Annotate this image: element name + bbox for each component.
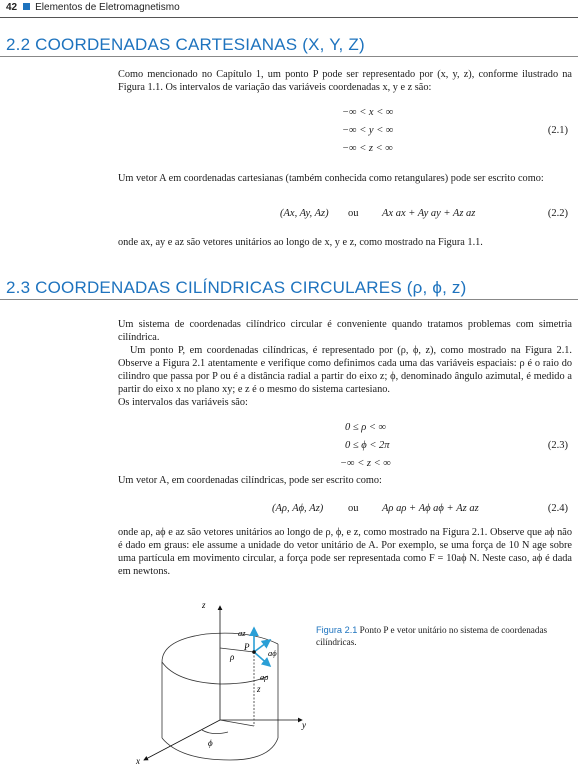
equation-left: (Aρ, Aϕ, Az) [272,503,324,514]
y-axis-label: y [302,720,306,730]
figure-caption-text: Ponto P e vetor unitário no sistema de coordenadas cilíndricas. [316,625,548,647]
equation-line: −∞ < y < ∞ [342,125,394,136]
paragraph: Um ponto P, em coordenadas cilíndricas, é representado por (ρ, ϕ, z), como mostrado na Figura 2.1. Observe a Figura 2.1 atentamente e verifique como definimos cada uma das variáveis espaciais: ρ é o raio do cilindro que passa por P ou é a distância radial a partir do eixo z; ϕ, denominado ângulo azimutal, é medido a partir do eixo x no plano xy; e z é o mesmo do sistema cartesiano. [118,345,572,395]
page-number: 42 [6,2,18,13]
x-axis-label: x [136,756,140,766]
rho-label: ρ [230,652,235,662]
paragraph: Os intervalos das variáveis são: [118,397,248,408]
figure-caption [316,624,556,648]
equation-line: 0 ≤ ρ < ∞ [345,422,387,433]
equation-line: −∞ < z < ∞ [340,458,391,469]
equation-line: −∞ < z < ∞ [342,143,393,154]
book-title: Elementos de Eletromagnetismo [35,2,180,13]
point-label: P [244,642,250,652]
section-rule [0,56,578,57]
paragraph: onde aρ, aϕ e az são vetores unitários ao longo de ρ, ϕ, e z, como mostrado na Figura 2.1. Observe que aϕ não é dado em graus: ele assume a unidade do vetor unitário de A. Por exemplo, se uma força de 10 N age sobre uma partícula em movimento circular, a força pode ser representada como F = 10aϕ N. Neste caso, aϕ é dada em newtons. [118,527,572,577]
header-rule [0,17,578,18]
equation-left: (Ax, Ay, Az) [280,208,329,219]
figure-label: Figura 2.1 [316,625,358,635]
equation-ou: ou [348,208,359,219]
paragraph: Como mencionado no Capítulo 1, um ponto P pode ser representado por (x, y, z), conforme ilustrado na Figura 1.1. Os intervalos de variação das variáveis coordenadas x, y e z são: [118,69,572,93]
point-p [252,650,256,654]
equation-right: Ax ax + Ay ay + Az az [382,208,476,219]
equation-number: (2.2) [547,208,568,219]
equation-line: 0 ≤ ϕ < 2π [345,440,390,451]
cylinder-top-front-edge [162,662,268,684]
equation-number: (2.4) [547,503,568,514]
section-title-2-3: 2.3 COORDENADAS CILÍNDRICAS CIRCULARES (ρ, ϕ, z) [6,278,467,297]
z-height-label: z [257,684,261,694]
cylindrical-coordinates-figure [120,600,320,767]
running-header [6,2,180,13]
phi-label: ϕ [208,738,213,748]
section-rule [0,299,578,300]
equation-line: −∞ < x < ∞ [342,107,394,118]
paragraph: Um vetor A, em coordenadas cilíndricas, pode ser escrito como: [118,475,382,486]
paragraph: Um vetor A em coordenadas cartesianas (também conhecida como retangulares) pode ser escrito como: [118,173,544,184]
section-title-2-2: 2.2 COORDENADAS CARTESIANAS (X, Y, Z) [6,35,365,54]
equation-right: Aρ aρ + Aϕ aϕ + Az az [382,503,479,514]
a-rho-label: aρ [260,672,269,682]
a-z-label: az [238,628,246,638]
equation-number: (2.1) [547,125,568,136]
equation-ou: ou [348,503,359,514]
square-bullet-icon [23,3,30,10]
a-phi-label: aϕ [268,648,277,658]
paragraph: onde ax, ay e az são vetores unitários ao longo de x, y e z, como mostrado na Figura 1.1. [118,237,483,248]
equation-number: (2.3) [547,440,568,451]
paragraph: Um sistema de coordenadas cilíndrico circular é conveniente quando tratamos problemas com simetria cilíndrica. [118,319,572,343]
z-axis-label: z [202,600,206,610]
